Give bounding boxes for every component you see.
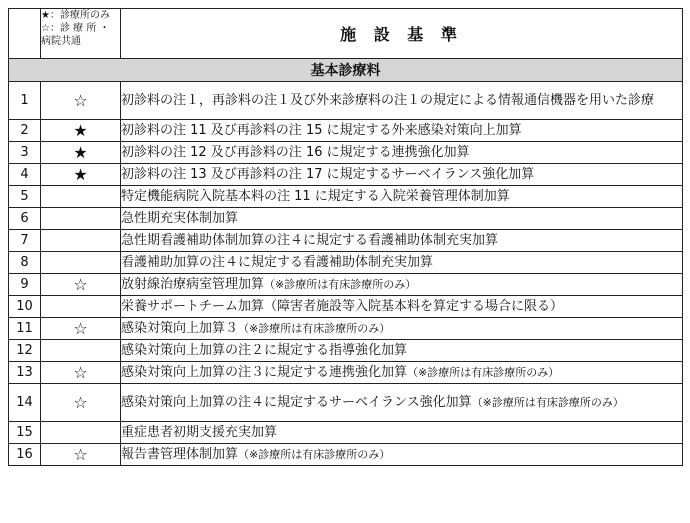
mark-cell (41, 208, 121, 230)
standard-name: 初診料の注 11 及び再診料の注 15 に規定する外来感染対策向上加算 (121, 123, 522, 138)
table-row (9, 340, 683, 362)
facility-standards-table (8, 8, 683, 466)
row-description (121, 230, 683, 252)
legend-star: ★：診療所のみ (41, 10, 110, 21)
standard-name: 特定機能病院入院基本料の注 11 に規定する入院栄養管理体制加算 (121, 189, 510, 204)
filled-star-icon: ★ (41, 164, 121, 186)
mark-cell (41, 296, 121, 318)
table-row (9, 384, 683, 422)
standard-name: 急性期充実体制加算 (121, 211, 239, 226)
hollow-star-icon: ☆ (41, 82, 121, 120)
row-number: 4 (9, 164, 41, 186)
row-description (121, 186, 683, 208)
row-description (121, 164, 683, 186)
standard-name: 初診料の注 13 及び再診料の注 17 に規定するサーベイランス強化加算 (121, 167, 535, 182)
row-description (121, 444, 683, 466)
table-row (9, 208, 683, 230)
row-description (121, 252, 683, 274)
row-number: 14 (9, 384, 41, 422)
table-row (9, 142, 683, 164)
mark-cell (41, 186, 121, 208)
standard-note: （※診療所は有床診療所のみ） (238, 322, 391, 335)
table-row (9, 296, 683, 318)
row-number: 8 (9, 252, 41, 274)
row-number: 5 (9, 186, 41, 208)
mark-cell (41, 252, 121, 274)
legend-hollow-star-cont: 病院共通 (41, 36, 81, 47)
row-description (121, 274, 683, 296)
hollow-star-icon: ☆ (41, 318, 121, 340)
row-number: 13 (9, 362, 41, 384)
standard-note: （※診療所は有床診療所のみ） (238, 448, 391, 461)
hollow-star-icon: ☆ (41, 274, 121, 296)
standard-name: 報告書管理体制加算 (121, 447, 239, 462)
row-number: 12 (9, 340, 41, 362)
row-description (121, 384, 683, 422)
header-number-cell (9, 9, 41, 59)
standard-name: 感染対策向上加算３ (121, 321, 239, 336)
legend-hollow-star: ☆：診 療 所 ・ (41, 23, 110, 34)
row-description (121, 120, 683, 142)
row-description (121, 208, 683, 230)
row-description (121, 82, 683, 120)
row-number: 15 (9, 422, 41, 444)
row-number: 2 (9, 120, 41, 142)
hollow-star-icon: ☆ (41, 444, 121, 466)
table-row (9, 274, 683, 296)
row-number: 9 (9, 274, 41, 296)
filled-star-icon: ★ (41, 142, 121, 164)
table-row (9, 318, 683, 340)
header-title: 施 設 基 準 (121, 9, 683, 59)
hollow-star-icon: ☆ (41, 384, 121, 422)
row-description (121, 422, 683, 444)
row-number: 7 (9, 230, 41, 252)
standard-name: 栄養サポートチーム加算（障害者施設等入院基本料を算定する場合に限る） (121, 299, 564, 314)
standard-name: 感染対策向上加算の注３に規定する連携強化加算 (121, 365, 408, 380)
mark-cell (41, 422, 121, 444)
standard-name: 重症患者初期支援充実加算 (121, 425, 278, 440)
row-description (121, 318, 683, 340)
standard-name: 急性期看護補助体制加算の注４に規定する看護補助体制充実加算 (121, 233, 499, 248)
standard-name: 感染対策向上加算の注２に規定する指導強化加算 (121, 343, 408, 358)
mark-cell (41, 340, 121, 362)
filled-star-icon: ★ (41, 120, 121, 142)
header-legend (41, 9, 121, 59)
standard-note: （※診療所は有床診療所のみ） (471, 396, 624, 409)
hollow-star-icon: ☆ (41, 362, 121, 384)
table-row (9, 82, 683, 120)
row-description (121, 142, 683, 164)
row-number: 6 (9, 208, 41, 230)
table-row (9, 186, 683, 208)
row-number: 1 (9, 82, 41, 120)
section-heading: 基本診療料 (9, 59, 683, 82)
row-number: 11 (9, 318, 41, 340)
table-row (9, 362, 683, 384)
table-row (9, 230, 683, 252)
standard-name: 初診料の注 12 及び再診料の注 16 に規定する連携強化加算 (121, 145, 470, 160)
row-description (121, 296, 683, 318)
table-row (9, 120, 683, 142)
row-number: 16 (9, 444, 41, 466)
row-description (121, 362, 683, 384)
mark-cell (41, 230, 121, 252)
standard-name: 初診料の注１，再診料の注１及び外来診療料の注１の規定による情報通信機器を用いた診療 (121, 93, 655, 108)
table-row (9, 444, 683, 466)
row-number: 10 (9, 296, 41, 318)
table-row (9, 422, 683, 444)
table-row (9, 252, 683, 274)
standard-name: 放射線治療病室管理加算 (121, 277, 265, 292)
row-number: 3 (9, 142, 41, 164)
standard-name: 看護補助加算の注４に規定する看護補助体制充実加算 (121, 255, 434, 270)
table-row (9, 164, 683, 186)
standard-note: （※診療所は有床診療所のみ） (264, 278, 417, 291)
standard-note: （※診療所は有床診療所のみ） (407, 366, 560, 379)
row-description (121, 340, 683, 362)
standard-name: 感染対策向上加算の注４に規定するサーベイランス強化加算 (121, 395, 472, 410)
